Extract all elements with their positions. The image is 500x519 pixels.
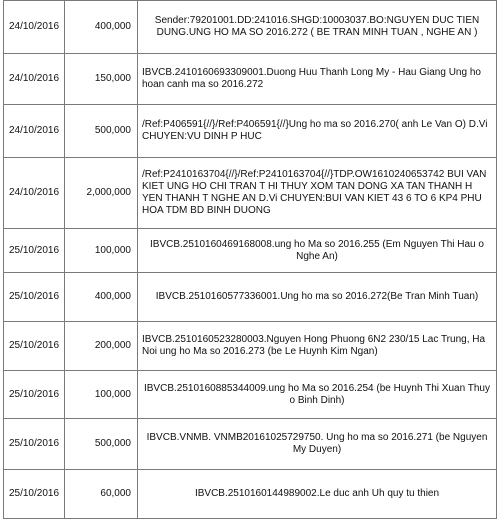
- description-text: IBVCB.2510160523280003.Nguyen Hong Phuong 6N2 230/15 Lac Trung, Ha Noi ung ho Ma so 2016.273 (be Le Huynh Kim Ngan): [142, 334, 486, 357]
- table-row: [4, 371, 497, 419]
- table-row: [4, 54, 497, 105]
- date-cell: 24/10/2016: [4, 1, 65, 54]
- table-row: [4, 105, 497, 158]
- amount-cell: 400,000: [65, 1, 138, 54]
- table-row: [4, 1, 497, 54]
- date-cell: 24/10/2016: [4, 54, 65, 105]
- amount-cell: 400,000: [65, 273, 138, 322]
- amount-cell: 150,000: [65, 54, 138, 105]
- donation-table: [3, 0, 497, 519]
- description-text: IBVCB.2510160469168008.ung ho Ma so 2016.255 (Em Nguyen Thi Hau o Nghe An): [150, 238, 484, 262]
- amount-cell: 60,000: [65, 470, 138, 519]
- description-cell: [138, 470, 497, 519]
- description-text: IBVCB.2510160885344009.ung ho Ma so 2016.254 (be Huynh Thi Xuan Thuy o Binh Dinh): [143, 382, 490, 406]
- description-cell: [138, 158, 497, 229]
- description-text: /Ref:P2410163704{//}/Ref:P2410163704{//}TDP.OW1610240653742 BUI VAN KIET UNG HO CHI TRAN T HI THUY XOM TAN DONG XA TAN THANH H YEN THANH T NGHE AN D.Vi CHUYEN:BUI VAN KIET 43 6 TO 6 KP4 PHU HOA TDM BD BINH DUONG: [142, 169, 487, 216]
- table-row: [4, 322, 497, 371]
- date-cell: 25/10/2016: [4, 273, 65, 322]
- table-row: [4, 158, 497, 229]
- date-cell: 25/10/2016: [4, 371, 65, 419]
- amount-cell: 200,000: [65, 322, 138, 371]
- amount-cell: 500,000: [65, 105, 138, 158]
- description-text: IBVCB.2410160693309001.Duong Huu Thanh Long My - Hau Giang Ung ho hoan canh ma so 2016.272: [142, 67, 481, 90]
- date-cell: 24/10/2016: [4, 158, 65, 229]
- description-cell: [138, 1, 497, 54]
- description-cell: [138, 322, 497, 371]
- table-row: [4, 470, 497, 519]
- description-cell: [138, 419, 497, 470]
- description-cell: [138, 371, 497, 419]
- description-cell: [138, 54, 497, 105]
- date-cell: 24/10/2016: [4, 105, 65, 158]
- description-text: IBVCB.VNMB. VNMB20161025729750. Ung ho ma so 2016.271 (be Nguyen My Duyen): [146, 432, 488, 455]
- description-cell: [138, 229, 497, 273]
- description-text: IBVCB.2510160577336001.Ung ho ma so 2016.272(Be Tran Minh Tuan): [155, 291, 479, 302]
- table-row: [4, 229, 497, 273]
- description-cell: [138, 105, 497, 158]
- table-row: [4, 273, 497, 322]
- amount-cell: 100,000: [65, 371, 138, 419]
- description-text: Sender:79201001.DD:241016.SHGD:10003037.BO:NGUYEN DUC TIEN DUNG.UNG HO MA SO 2016.272 ( BE TRAN MINH TUAN , NGHE AN ): [154, 15, 480, 38]
- table-row: [4, 419, 497, 470]
- amount-cell: 100,000: [65, 229, 138, 273]
- date-cell: 25/10/2016: [4, 419, 65, 470]
- amount-cell: 500,000: [65, 419, 138, 470]
- date-cell: 25/10/2016: [4, 470, 65, 519]
- description-text: IBVCB.2510160144989002.Le duc anh Uh quy tu thien: [194, 488, 440, 499]
- amount-cell: 2,000,000: [65, 158, 138, 229]
- date-cell: 25/10/2016: [4, 229, 65, 273]
- date-cell: 25/10/2016: [4, 322, 65, 371]
- description-text: /Ref:P406591{//}/Ref:P406591{//}Ung ho ma so 2016.270( anh Le Van O) D.Vi CHUYEN:VU DINH P HUC: [142, 119, 488, 142]
- description-cell: [138, 273, 497, 322]
